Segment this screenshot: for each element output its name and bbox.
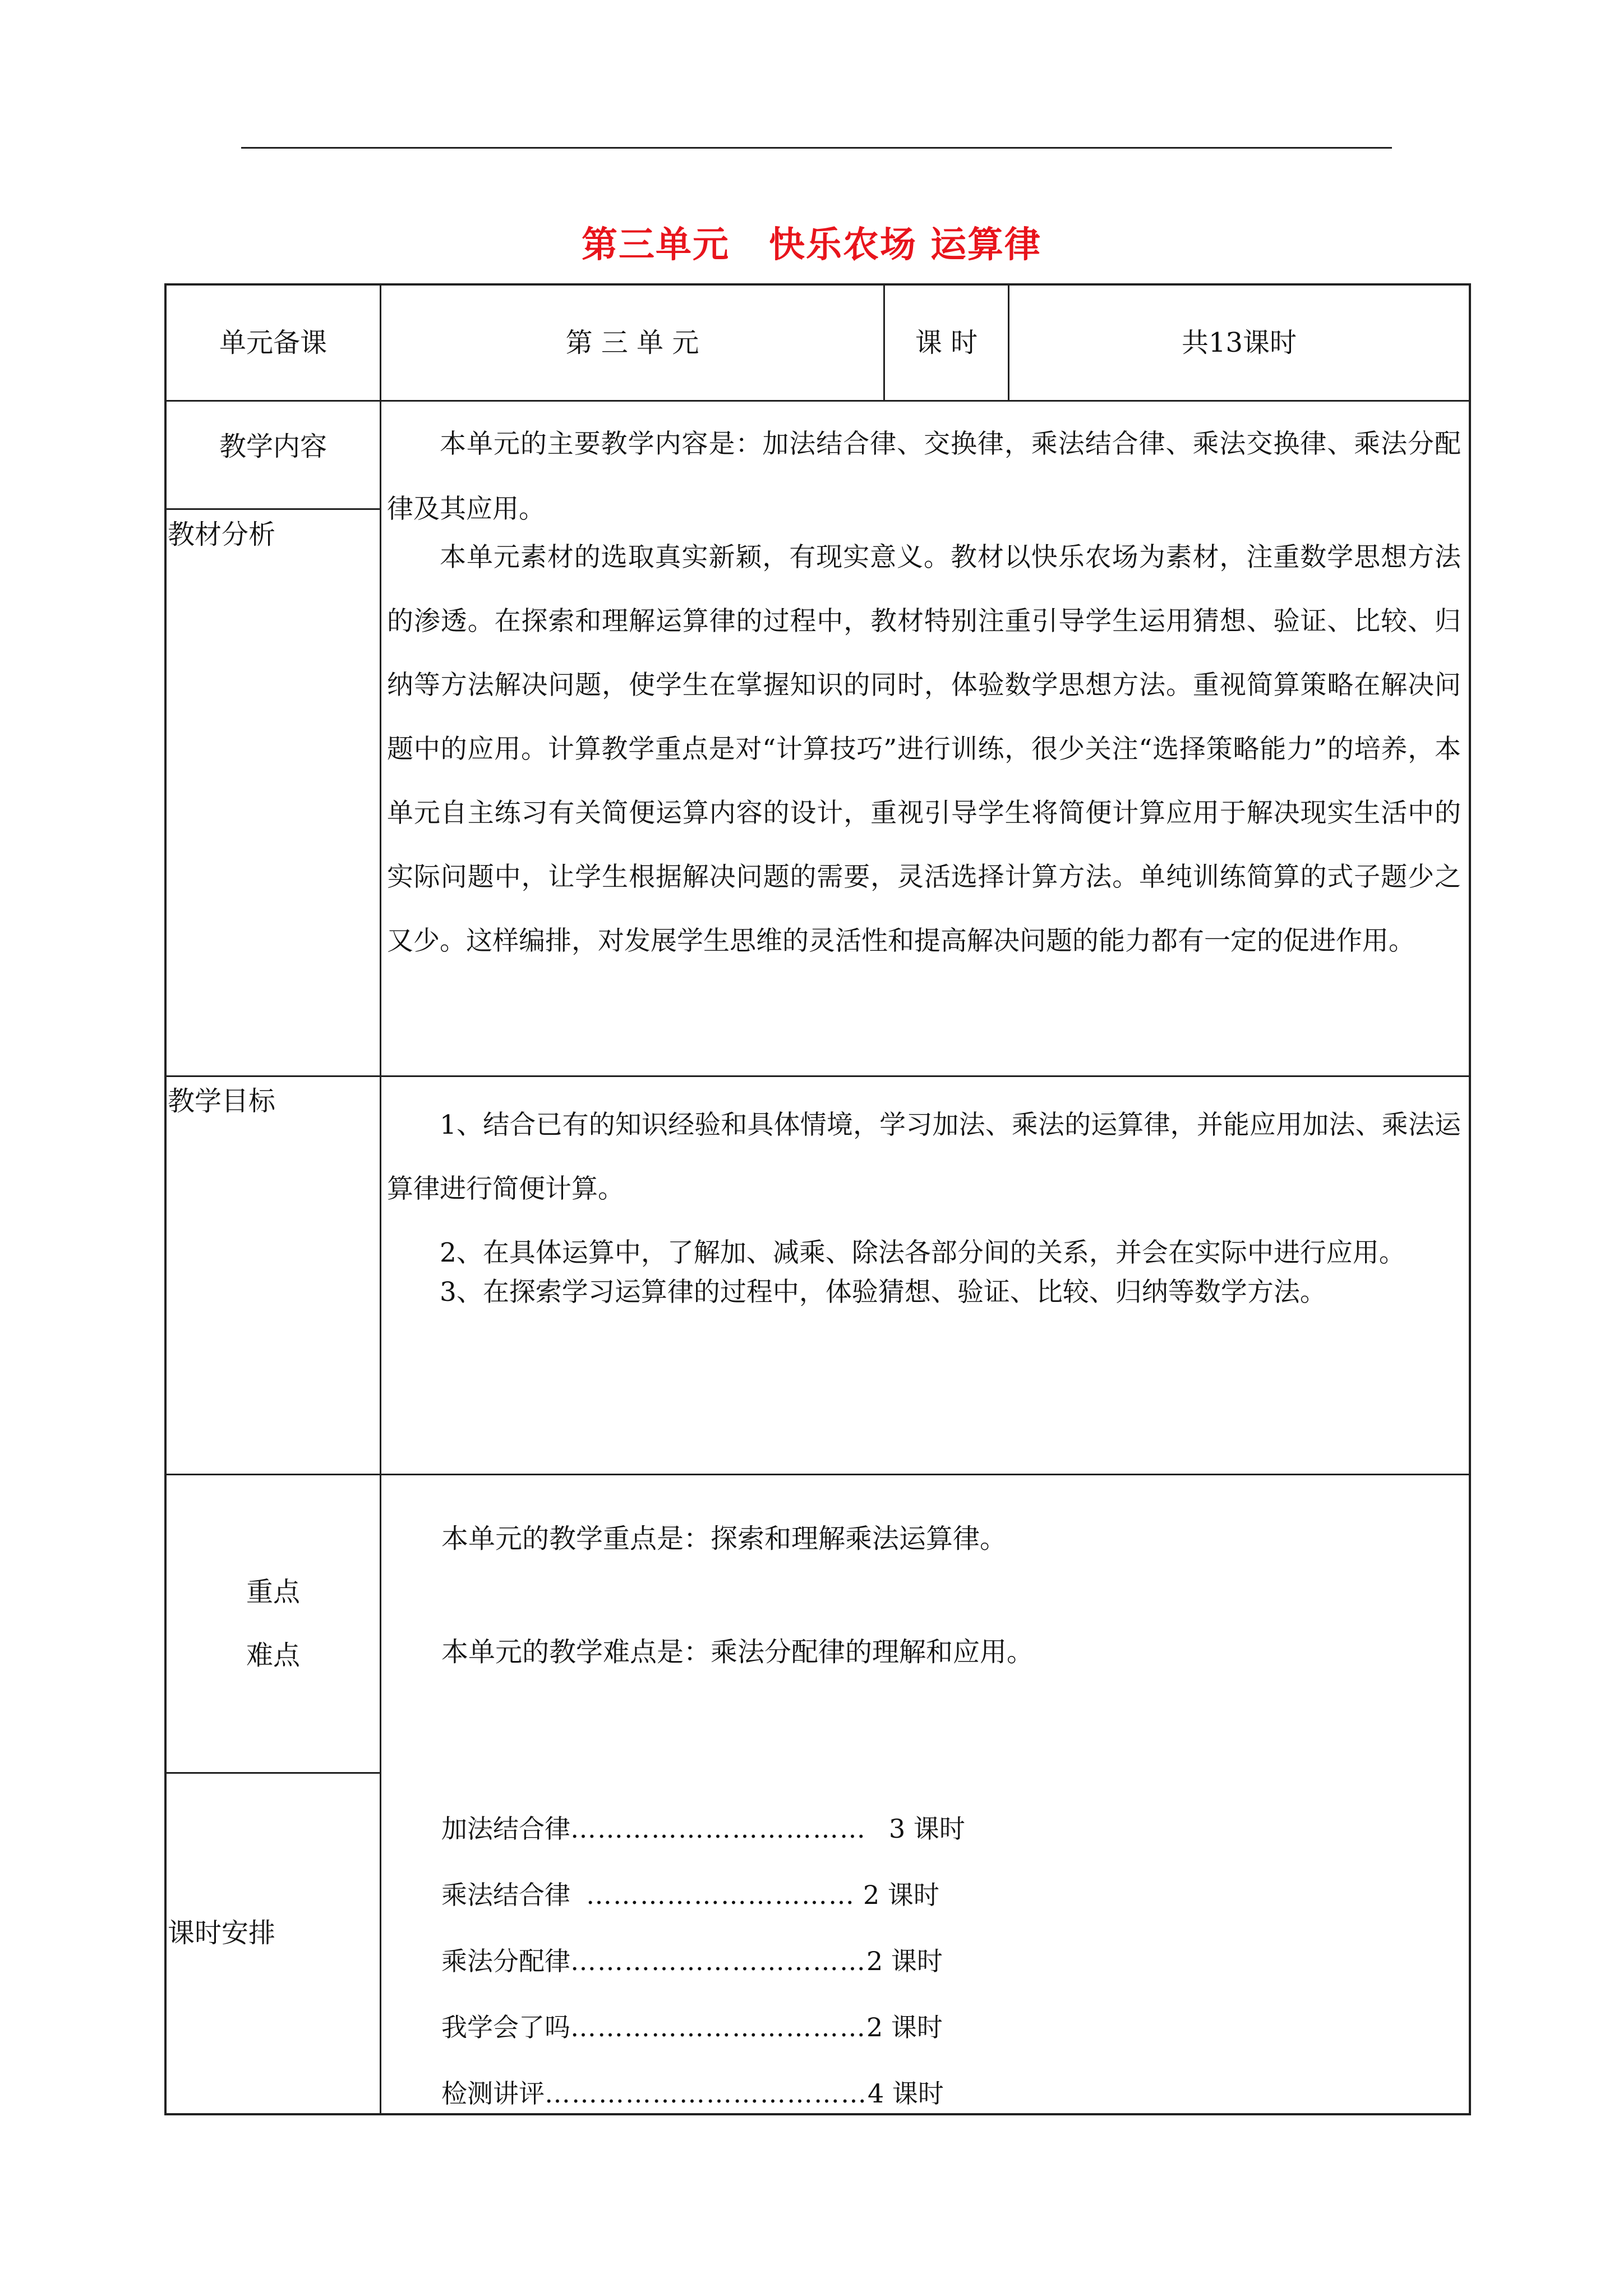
goal-item: 3、在探索学习运算律的过程中，体验猜想、验证、比较、归纳等数学方法。 <box>440 1277 1326 1308</box>
header-rule <box>241 147 1392 149</box>
goal-item: 1、结合已有的知识经验和具体情境，学习加法、乘法的运算律，并能应用加法、乘法运算律进行简便计算。 <box>387 1110 1461 1204</box>
schedule-item-name: 我学会了吗 <box>441 2012 570 2042</box>
keypoint-label: 重点 <box>246 1576 300 1608</box>
title-part1: 第三单元 <box>582 224 730 266</box>
difficulty-label: 难点 <box>246 1640 300 1671</box>
row-divider <box>167 1075 1469 1077</box>
lesson-plan-table <box>164 283 1471 2115</box>
row-divider <box>167 1772 380 1774</box>
content-text: 本单元的主要教学内容是：加法结合律、交换律，乘法结合律、乘法交换律、乘法分配律及其应用。 <box>387 429 1461 524</box>
row-divider <box>167 1474 1469 1475</box>
schedule-item-value: 4 课时 <box>868 2078 944 2109</box>
content-label: 教学内容 <box>219 431 327 462</box>
title-part2: 快乐农场 <box>769 224 917 266</box>
difficulty-text: 本单元的教学难点是：乘法分配律的理解和应用。 <box>441 1636 1034 1668</box>
schedule-row <box>441 1928 965 1994</box>
row-divider <box>167 508 380 510</box>
goal-item: 2、在具体运算中，了解加、减乘、除法各部分间的关系，并会在实际中进行应用。 <box>440 1237 1405 1268</box>
unit-label: 单元备课 <box>219 327 327 358</box>
schedule-leader: …………………………… <box>570 1946 866 1976</box>
schedule-item-name: 乘法结合律 <box>441 1880 570 1910</box>
schedule-leader: ……………………………… <box>545 2078 868 2109</box>
schedule-list <box>441 1796 965 2127</box>
schedule-item-value: 3 课时 <box>889 1814 965 1844</box>
schedule-item-name: 检测讲评 <box>441 2078 545 2109</box>
schedule-leader: …………………………… <box>570 1814 866 1844</box>
period-label: 课 时 <box>915 327 978 358</box>
unit-value: 第 三 单 元 <box>565 327 699 358</box>
schedule-row <box>441 1862 965 1928</box>
title-part3: 运算律 <box>930 224 1041 266</box>
column-divider <box>380 286 381 2113</box>
page-title <box>0 216 1623 268</box>
schedule-label: 课时安排 <box>168 1917 276 1949</box>
schedule-leader: ………………………… <box>586 1880 855 1910</box>
schedule-item-value: 2 课时 <box>863 1880 939 1910</box>
analysis-label: 教材分析 <box>168 519 276 550</box>
row-divider <box>167 400 1469 402</box>
schedule-item-name: 乘法分配律 <box>441 1946 570 1976</box>
goals-list <box>387 1093 1461 1312</box>
schedule-item-name: 加法结合律 <box>441 1814 570 1844</box>
schedule-item-value: 2 课时 <box>866 1946 943 1976</box>
schedule-leader: …………………………… <box>570 2012 866 2042</box>
schedule-row <box>441 1994 965 2060</box>
keypoint-text: 本单元的教学重点是：探索和理解乘法运算律。 <box>441 1523 1007 1554</box>
goals-label: 教学目标 <box>168 1085 276 1117</box>
schedule-row <box>441 1796 965 1862</box>
period-value: 共13课时 <box>1181 327 1297 358</box>
analysis-text: 本单元素材的选取真实新颖，有现实意义。教材以快乐农场为素材，注重数学思想方法的渗透。在探索和理解运算律的过程中，教材特别注重引导学生运用猜想、验证、比较、归纳等方法解决问题，使学生在掌握知识的同时，体验数学思想方法。重视简算策略在解决问题中的应用。计算教学重点是对“计算技巧”进行训练，很少关注“选择策略能力”的培养，本单元自主练习有关简便运算内容的设计，重视引导学生将简便计算应用于解决现实生活中的实际问题中，让学生根据解决问题的需要，灵活选择计算方法。单纯训练简算的式子题少之又少。这样编排，对发展学生思维的灵活性和提高解决问题的能力都有一定的促进作用。 <box>387 542 1461 956</box>
schedule-item-value: 2 课时 <box>866 2012 943 2042</box>
schedule-row <box>441 2060 965 2127</box>
